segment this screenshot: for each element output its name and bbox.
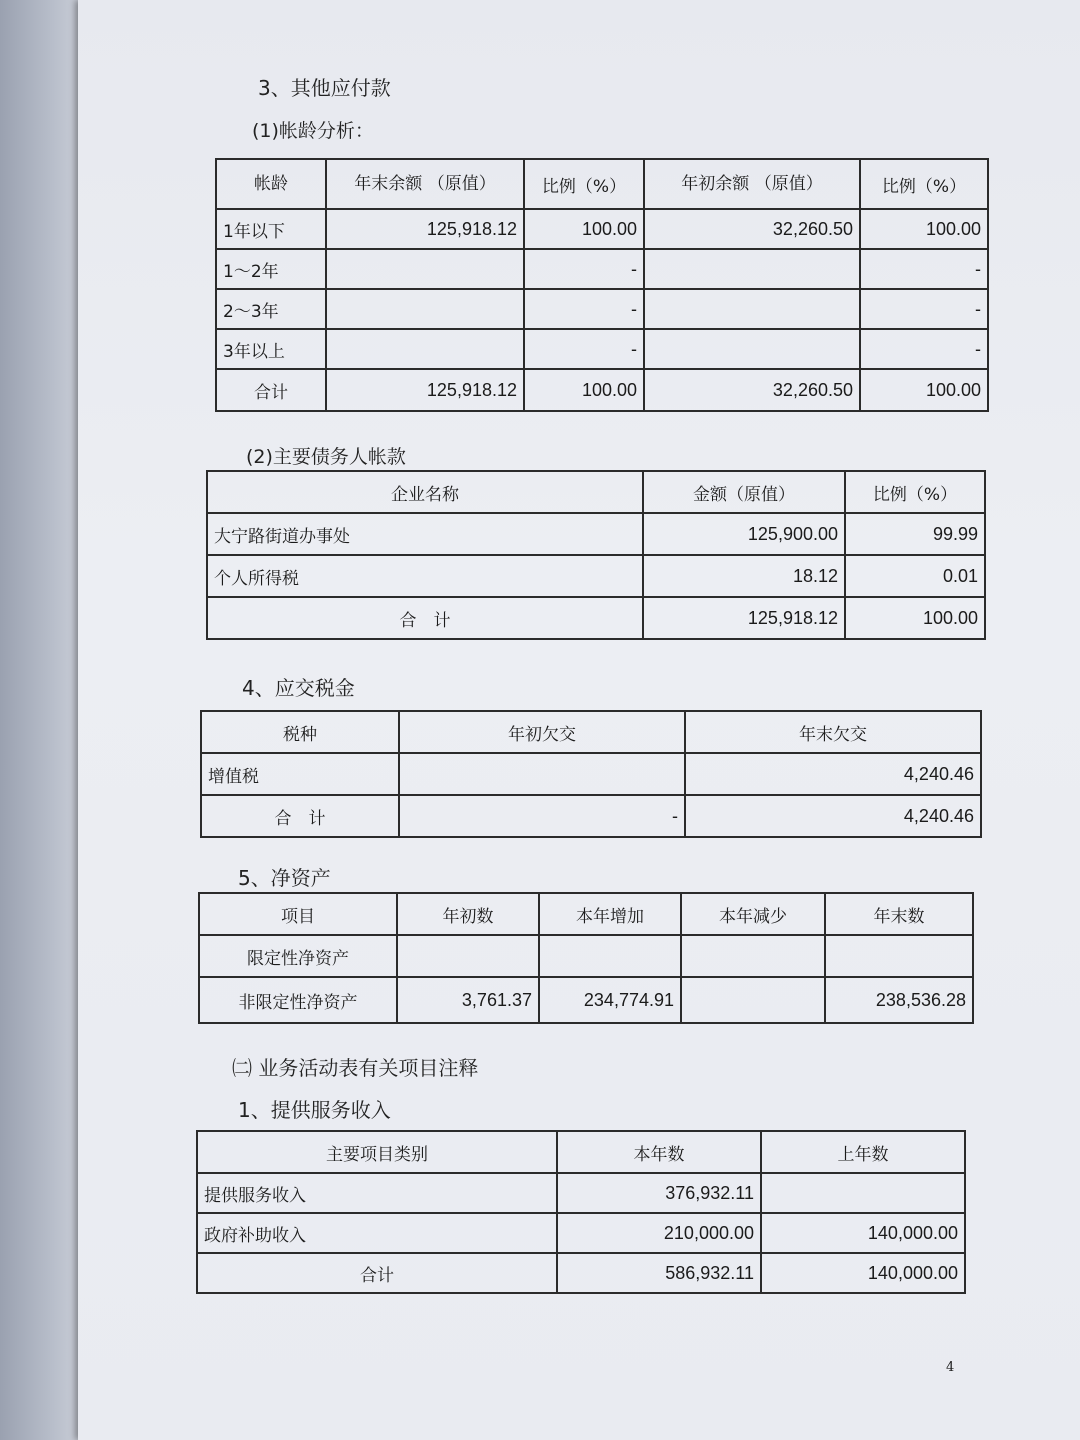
cell	[825, 935, 973, 977]
table-row	[216, 329, 988, 369]
cell: 99.99	[845, 513, 985, 555]
cell: -	[399, 795, 685, 837]
net-assets-table	[198, 892, 974, 1024]
table-row	[199, 977, 973, 1023]
table-header-row	[216, 159, 988, 209]
total-row	[216, 369, 988, 411]
header-cell: 年初欠交	[399, 711, 685, 753]
header-cell: 本年增加	[539, 893, 681, 935]
cell: 125,918.12	[643, 597, 845, 639]
debtor-table	[206, 470, 986, 640]
row-label: 1～2年	[216, 249, 326, 289]
header-cell: 年初余额 （原值）	[644, 159, 860, 209]
cell	[539, 935, 681, 977]
header-cell: 比例（%）	[860, 159, 988, 209]
aging-subtitle: (1)帐龄分析：	[252, 120, 374, 142]
cell: 4,240.46	[685, 795, 981, 837]
cell: -	[524, 249, 644, 289]
table-row	[197, 1173, 965, 1213]
cell	[644, 329, 860, 369]
table-header-row	[201, 711, 981, 753]
debtor-subtitle: (2)主要债务人帐款	[246, 446, 406, 468]
table-header-row	[207, 471, 985, 513]
cell: 125,900.00	[643, 513, 845, 555]
header-cell: 年末欠交	[685, 711, 981, 753]
cell: -	[524, 289, 644, 329]
table-row	[199, 935, 973, 977]
cell: 100.00	[860, 369, 988, 411]
cell	[761, 1173, 965, 1213]
header-cell: 年末数	[825, 893, 973, 935]
aging-table	[215, 158, 989, 412]
total-row	[197, 1253, 965, 1293]
row-label: 非限定性净资产	[199, 977, 397, 1023]
row-label: 1年以下	[216, 209, 326, 249]
cell	[397, 935, 539, 977]
cell: 100.00	[845, 597, 985, 639]
header-cell: 比例（%）	[524, 159, 644, 209]
table-row	[216, 289, 988, 329]
cell	[681, 935, 825, 977]
row-label: 政府补助收入	[197, 1213, 557, 1253]
service-income-title: 1、提供服务收入	[238, 1098, 391, 1122]
cell: 100.00	[860, 209, 988, 249]
row-label: 大宁路街道办事处	[207, 513, 643, 555]
cell: 125,918.12	[326, 209, 524, 249]
section-3-title: 3、其他应付款	[258, 76, 391, 100]
header-cell: 帐龄	[216, 159, 326, 209]
row-label: 限定性净资产	[199, 935, 397, 977]
cell: 4,240.46	[685, 753, 981, 795]
row-label: 增值税	[201, 753, 399, 795]
table-row	[216, 249, 988, 289]
table-header-row	[197, 1131, 965, 1173]
page-number: 4	[946, 1360, 955, 1375]
cell: -	[524, 329, 644, 369]
table-row	[197, 1213, 965, 1253]
cell: 140,000.00	[761, 1213, 965, 1253]
cell: 32,260.50	[644, 369, 860, 411]
tax-table	[200, 710, 982, 838]
header-cell: 税种	[201, 711, 399, 753]
cell: 586,932.11	[557, 1253, 761, 1293]
service-income-table	[196, 1130, 966, 1294]
header-cell: 金额（原值）	[643, 471, 845, 513]
header-cell: 本年减少	[681, 893, 825, 935]
cell: 140,000.00	[761, 1253, 965, 1293]
row-label: 合计	[197, 1253, 557, 1293]
table-row	[207, 555, 985, 597]
cell	[644, 289, 860, 329]
total-row	[207, 597, 985, 639]
table-row	[201, 753, 981, 795]
cell	[399, 753, 685, 795]
cell: -	[860, 289, 988, 329]
row-label: 个人所得税	[207, 555, 643, 597]
cell: -	[860, 249, 988, 289]
cell	[681, 977, 825, 1023]
cell: 18.12	[643, 555, 845, 597]
section-5-title: 5、净资产	[238, 866, 331, 890]
cell: 32,260.50	[644, 209, 860, 249]
header-cell: 主要项目类别	[197, 1131, 557, 1173]
cell: 210,000.00	[557, 1213, 761, 1253]
table-row	[207, 513, 985, 555]
header-cell: 年初数	[397, 893, 539, 935]
binding-edge	[0, 0, 78, 1440]
cell	[644, 249, 860, 289]
row-label: 合计	[216, 369, 326, 411]
cell: -	[860, 329, 988, 369]
cell: 0.01	[845, 555, 985, 597]
row-label: 2～3年	[216, 289, 326, 329]
header-cell: 项目	[199, 893, 397, 935]
cell	[326, 249, 524, 289]
header-cell: 企业名称	[207, 471, 643, 513]
cell	[326, 329, 524, 369]
cell	[326, 289, 524, 329]
cell: 376,932.11	[557, 1173, 761, 1213]
header-cell: 上年数	[761, 1131, 965, 1173]
row-label: 合 计	[201, 795, 399, 837]
part-2-title: ㈡ 业务活动表有关项目注释	[232, 1056, 479, 1080]
table-row	[216, 209, 988, 249]
cell: 100.00	[524, 209, 644, 249]
cell: 238,536.28	[825, 977, 973, 1023]
row-label: 3年以上	[216, 329, 326, 369]
cell: 100.00	[524, 369, 644, 411]
cell: 3,761.37	[397, 977, 539, 1023]
table-header-row	[199, 893, 973, 935]
cell: 234,774.91	[539, 977, 681, 1023]
row-label: 提供服务收入	[197, 1173, 557, 1213]
total-row	[201, 795, 981, 837]
cell: 125,918.12	[326, 369, 524, 411]
header-cell: 本年数	[557, 1131, 761, 1173]
row-label: 合 计	[207, 597, 643, 639]
header-cell: 比例（%）	[845, 471, 985, 513]
section-4-title: 4、应交税金	[242, 676, 355, 700]
header-cell: 年末余额 （原值）	[326, 159, 524, 209]
